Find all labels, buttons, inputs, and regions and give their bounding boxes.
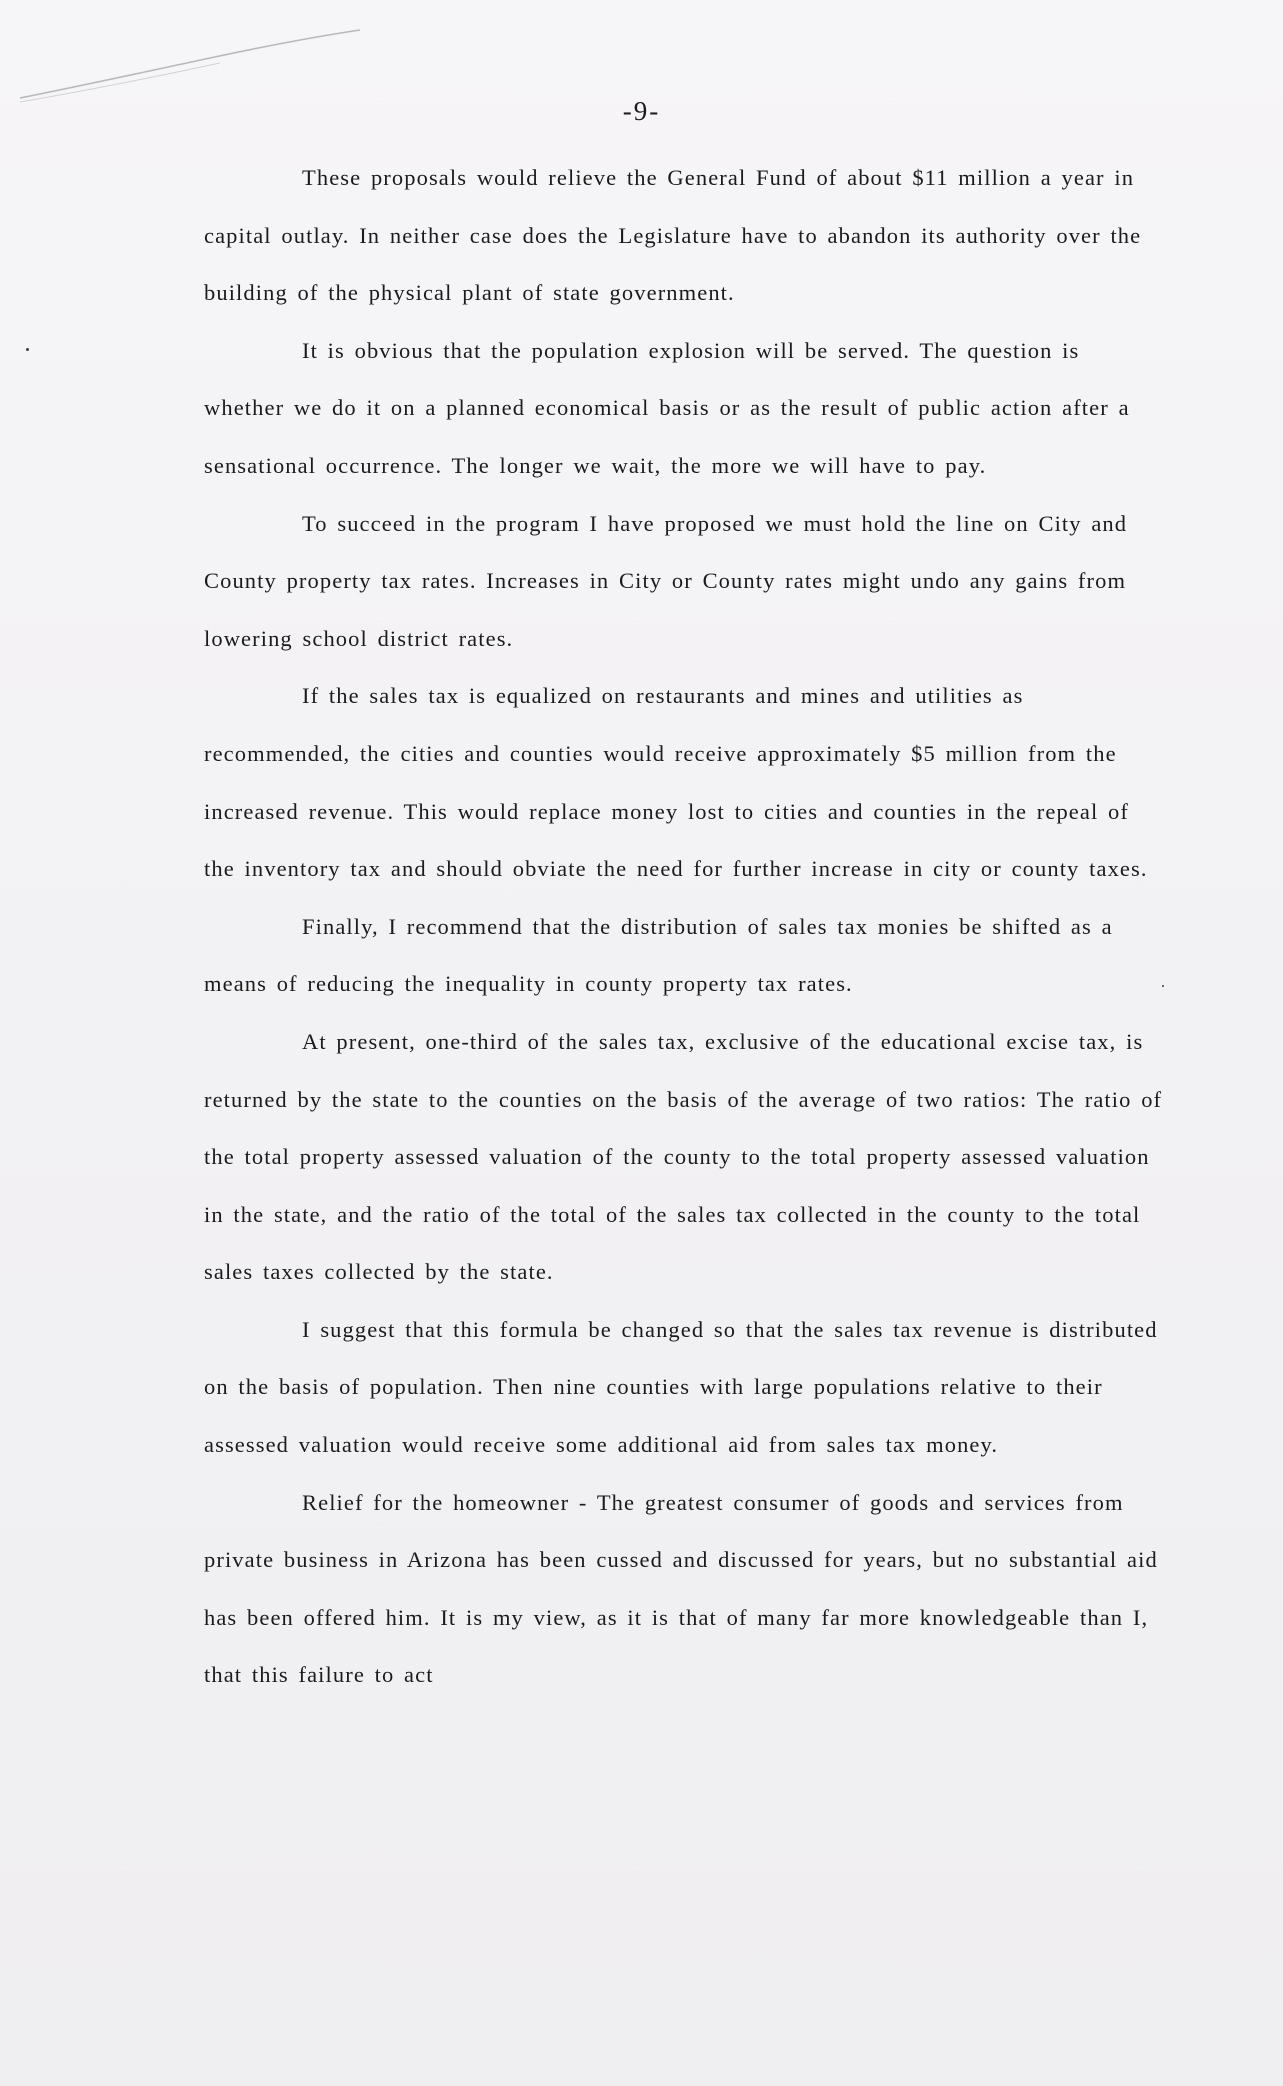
paragraph-population-basis: I suggest that this formula be changed so that the sales tax revenue is distributed on the basis of population. Then nine counties with large populations relative to their assessed valuation would receive some additional aid from sales tax money. (204, 1316, 1158, 1458)
paragraph-population-explosion: It is obvious that the population explosion will be served. The question is whether we do it on a planned economical basis or as the result of public action after a sensational occurrence. The longer we wait, the more we will have to pay. (204, 337, 1130, 478)
page-number: -9- (622, 96, 661, 126)
paragraph-current-formula: At present, one-third of the sales tax, exclusive of the educational excise tax, is returned by the state to the counties on the basis of the average of two ratios: The ratio of the total property assessed valuation of the county to the total property assessed valuation in the state, and the ratio of the total of the sales tax collected in the county to the total sales taxes collected by the state. (204, 1028, 1163, 1285)
paragraph-distribution-shift: Finally, I recommend that the distribution of sales tax monies be shifted as a means of reducing the inequality in county property tax rates. (204, 913, 1113, 997)
paragraph-sales-tax-equalized: If the sales tax is equalized on restaurants and mines and utilities as recommended, the cities and counties would receive approximately $5 million from the increased revenue. This would replace money lost to cities and counties in the repeal of the inventory tax and should obviate the need for further increase in city or county taxes. (204, 683, 1148, 882)
paragraph-capital-outlay: These proposals would relieve the General Fund of about $11 million a year in capital outlay. In neither case does the Legislature have to abandon its authority over the building of the physical plant of state government. (204, 165, 1142, 306)
paper-speck (26, 348, 29, 351)
paragraph-homeowner-relief: Relief for the homeowner - The greatest consumer of goods and services from private business in Arizona has been cussed and discussed for years, but no substantial aid has been offered him. It is my view, as it is that of many far more knowledgeable than I, that this failure to act (204, 1489, 1158, 1688)
body-text (204, 149, 1164, 1704)
paragraph-hold-the-line: To succeed in the program I have proposed we must hold the line on City and County property tax rates. Increases in City or County rates might undo any gains from lowering school district rates. (204, 510, 1128, 651)
